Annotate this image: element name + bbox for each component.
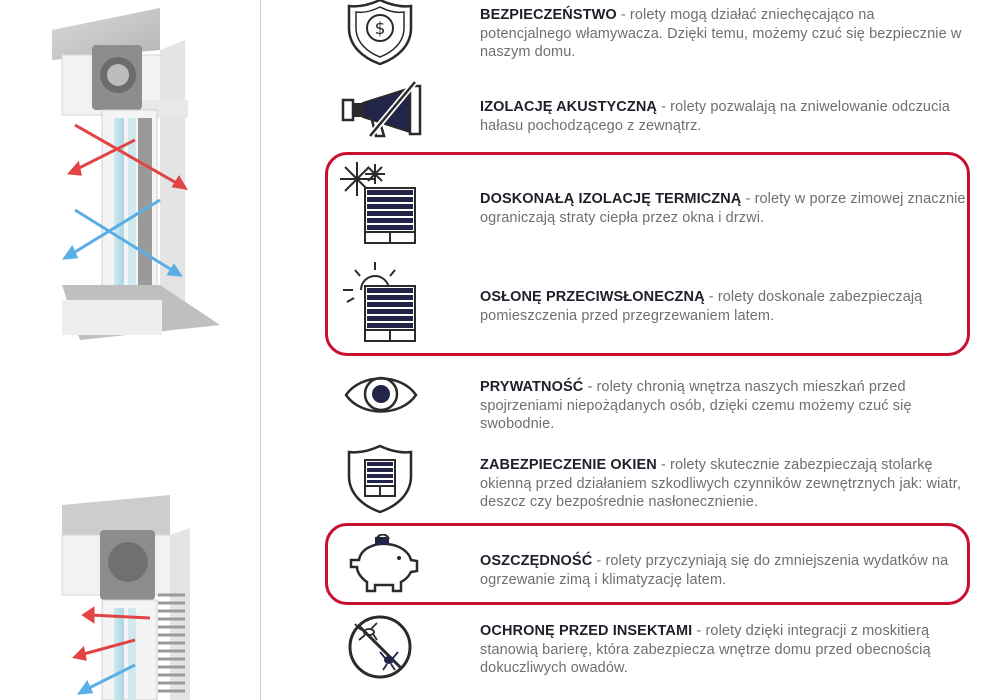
crossed-megaphone-icon bbox=[340, 80, 430, 140]
eye-icon bbox=[343, 370, 419, 420]
feature-sun-protection bbox=[335, 258, 975, 348]
svg-text:$: $ bbox=[374, 19, 386, 39]
piggy-bank-icon bbox=[345, 534, 421, 594]
feature-security-text bbox=[480, 6, 970, 62]
shield-dollar-icon bbox=[345, 0, 415, 66]
no-mosquito-icon bbox=[347, 614, 413, 680]
feature-description: - rolety w porze zimowej znacznie ograniczają straty ciepła przez okna i drzwi. bbox=[480, 191, 966, 226]
feature-description: - rolety skutecznie zabezpieczają stolarkę okienną przed działaniem szkodliwych czynników zewnętrznych jak: wiatr, deszcz czy bezpośrednie nasłonecznienie. bbox=[480, 457, 961, 510]
feature-sun-text bbox=[480, 288, 970, 325]
window-shutter-cross-section-top-image bbox=[40, 0, 220, 345]
feature-privacy bbox=[335, 370, 975, 440]
feature-window-protection-text bbox=[480, 456, 970, 512]
feature-insect-text bbox=[480, 622, 970, 678]
feature-savings bbox=[335, 534, 975, 594]
feature-description: - rolety mogą działać zniechęcająco na potencjalnego włamywacza. Dzięki temu, możemy czuć się bezpiecznie w naszym domu. bbox=[480, 7, 962, 60]
window-shutter-cross-section-bottom-image bbox=[40, 490, 220, 700]
feature-title: IZOLACJĘ AKUSTYCZNĄ bbox=[480, 99, 657, 115]
feature-description: - rolety dzięki integracji z moskitierą stanowią barierę, która zabezpiecza wnętrze domu przed obecnością dokuczliwych owadów. bbox=[480, 623, 931, 676]
sun-shutter-icon bbox=[335, 258, 425, 344]
feature-description: - rolety chronią wnętrza naszych mieszkań przed spojrzeniami niepożądanych osób, dzięki czemu możemy czuć się swobodnie. bbox=[480, 379, 912, 432]
feature-thermal-text bbox=[480, 190, 970, 227]
feature-insect-protection bbox=[335, 614, 975, 694]
feature-description: - rolety doskonale zabezpieczają pomieszczenia przed przegrzewaniem latem. bbox=[480, 289, 923, 324]
feature-title: OSZCZĘDNOŚĆ bbox=[480, 553, 593, 569]
shield-window-icon bbox=[345, 444, 415, 514]
feature-title: OCHRONĘ PRZED INSEKTAMI bbox=[480, 623, 693, 639]
snowflake-shutter-icon bbox=[335, 160, 425, 246]
feature-title: ZABEZPIECZENIE OKIEN bbox=[480, 457, 657, 473]
feature-window-protection bbox=[335, 444, 975, 518]
feature-title: PRYWATNOŚĆ bbox=[480, 379, 584, 395]
feature-title: DOSKONAŁĄ IZOLACJĘ TERMICZNĄ bbox=[480, 191, 742, 207]
feature-thermal-insulation bbox=[335, 160, 975, 250]
feature-privacy-text bbox=[480, 378, 970, 434]
column-divider bbox=[260, 0, 261, 700]
feature-security bbox=[335, 0, 975, 70]
feature-acoustic-insulation bbox=[335, 80, 975, 140]
feature-savings-text bbox=[480, 552, 970, 589]
feature-title: OSŁONĘ PRZECIWSŁONECZNĄ bbox=[480, 289, 705, 305]
feature-title: BEZPIECZEŃSTWO bbox=[480, 7, 617, 23]
feature-description: - rolety pozwalają na zniwelowanie odczucia hałasu pochodzącego z zewnątrz. bbox=[480, 99, 950, 134]
feature-description: - rolety przyczyniają się do zmniejszenia wydatków na ogrzewanie zimą i klimatyzację latem. bbox=[480, 553, 949, 588]
feature-acoustic-text bbox=[480, 98, 970, 135]
